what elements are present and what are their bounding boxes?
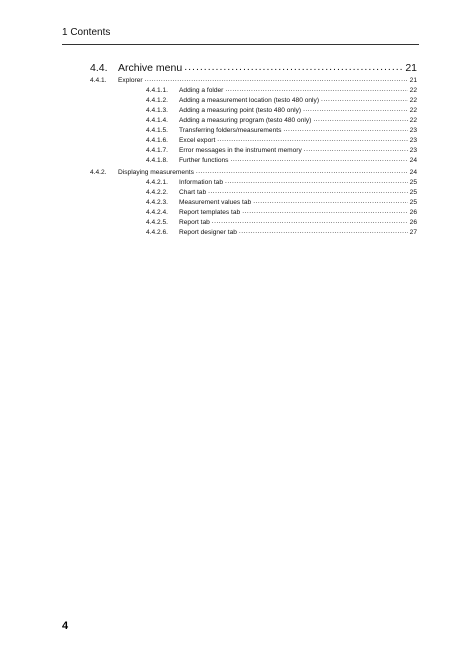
toc-entry-page: 26 bbox=[409, 219, 417, 226]
toc-entry-number: 4.4.1.2. bbox=[146, 97, 168, 104]
toc-leader-dots bbox=[321, 96, 408, 103]
toc-entry-page: 23 bbox=[409, 137, 417, 144]
toc-entry-page: 26 bbox=[409, 209, 417, 216]
toc-leader-dots bbox=[208, 188, 408, 195]
toc-entry-excel-export[interactable] bbox=[146, 137, 417, 144]
toc-entry-page: 22 bbox=[409, 117, 417, 124]
toc-entry-title: Archive menu bbox=[118, 62, 183, 74]
toc-entry-page: 21 bbox=[409, 77, 417, 84]
toc-entry-title: Adding a measuring program (testo 480 only) bbox=[179, 117, 312, 124]
toc-entry-number: 4.4.2. bbox=[90, 169, 107, 176]
toc-entry-title: Adding a measurement location (testo 480 only) bbox=[179, 97, 320, 104]
toc-entry-title: Adding a folder bbox=[179, 87, 224, 94]
toc-entry-title: Excel export bbox=[179, 137, 216, 144]
toc-entry-adding-measurement-location[interactable] bbox=[146, 97, 417, 104]
toc-entry-number: 4.4.1.7. bbox=[146, 147, 168, 154]
toc-leader-dots bbox=[230, 156, 407, 163]
toc-entry-transferring-folders[interactable] bbox=[146, 127, 417, 134]
toc-entry-measurement-values-tab[interactable] bbox=[146, 199, 417, 206]
toc-entry-page: 24 bbox=[409, 169, 417, 176]
toc-entry-number: 4.4.2.4. bbox=[146, 209, 168, 216]
toc-entry-number: 4.4.1.1. bbox=[146, 87, 168, 94]
toc-entry-report-tab[interactable] bbox=[146, 219, 417, 226]
toc-entry-number: 4.4.2.5. bbox=[146, 219, 168, 226]
toc-leader-dots bbox=[225, 86, 407, 93]
toc-entry-number: 4.4.2.3. bbox=[146, 199, 168, 206]
toc-entry-title: Report designer tab bbox=[179, 229, 237, 236]
toc-entry-number: 4.4.2.1. bbox=[146, 179, 168, 186]
toc-leader-dots bbox=[313, 116, 407, 123]
toc-entry-number: 4.4.1.3. bbox=[146, 107, 168, 114]
toc-entry-page: 24 bbox=[409, 157, 417, 164]
toc-entry-error-messages[interactable] bbox=[146, 147, 417, 154]
toc-entry-title: Displaying measurements bbox=[118, 169, 194, 176]
toc-leader-dots bbox=[303, 106, 408, 113]
toc-leader-dots bbox=[283, 126, 407, 133]
toc-entry-number: 4.4.1. bbox=[90, 77, 107, 84]
toc-leader-dots bbox=[196, 168, 408, 175]
toc-entry-title: Error messages in the instrument memory bbox=[179, 147, 302, 154]
toc-leader-dots bbox=[212, 218, 408, 225]
toc-entry-report-templates-tab[interactable] bbox=[146, 209, 417, 216]
toc-leader-dots bbox=[304, 146, 408, 153]
toc-entry-adding-folder[interactable] bbox=[146, 87, 417, 94]
toc-entry-number: 4.4.2.2. bbox=[146, 189, 168, 196]
toc-entry-number: 4.4.2.6. bbox=[146, 229, 168, 236]
toc-entry-page: 27 bbox=[409, 229, 417, 236]
toc-entry-page: 23 bbox=[409, 147, 417, 154]
toc-entry-title: Report tab bbox=[179, 219, 210, 226]
toc-entry-number: 4.4.1.4. bbox=[146, 117, 168, 124]
toc-entry-title: Measurement values tab bbox=[179, 199, 252, 206]
toc-entry-archive-menu[interactable] bbox=[90, 62, 417, 74]
toc-entry-page: 23 bbox=[409, 127, 417, 134]
toc-leader-dots bbox=[145, 76, 408, 83]
toc-entry-page: 21 bbox=[405, 62, 417, 74]
toc-entry-information-tab[interactable] bbox=[146, 179, 417, 186]
toc-entry-adding-measuring-program[interactable] bbox=[146, 117, 417, 124]
toc-entry-number: 4.4.1.6. bbox=[146, 137, 168, 144]
toc-entry-report-designer-tab[interactable] bbox=[146, 229, 417, 236]
toc-entry-title: Further functions bbox=[179, 157, 229, 164]
toc-entry-chart-tab[interactable] bbox=[146, 189, 417, 196]
toc-entry-page: 25 bbox=[409, 189, 417, 196]
toc-entry-page: 22 bbox=[409, 87, 417, 94]
toc-entry-page: 22 bbox=[409, 97, 417, 104]
page-number: 4 bbox=[62, 620, 69, 632]
toc-leader-dots bbox=[239, 228, 408, 235]
toc-entry-title: Chart tab bbox=[179, 189, 207, 196]
toc-entry-title: Report templates tab bbox=[179, 209, 241, 216]
toc-entry-number: 4.4.1.8. bbox=[146, 157, 168, 164]
toc-entry-title: Explorer bbox=[118, 77, 143, 84]
toc-entry-title: Adding a measuring point (testo 480 only) bbox=[179, 107, 302, 114]
toc-entry-title: Transferring folders/measurements bbox=[179, 127, 282, 134]
toc-entry-number: 4.4.1.5. bbox=[146, 127, 168, 134]
toc-entry-adding-measuring-point[interactable] bbox=[146, 107, 417, 114]
toc-leader-dots bbox=[225, 178, 408, 185]
toc-entry-explorer[interactable] bbox=[90, 77, 417, 84]
toc-leader-dots bbox=[253, 198, 407, 205]
toc-entry-page: 22 bbox=[409, 107, 417, 114]
toc-entry-page: 25 bbox=[409, 199, 417, 206]
toc-entry-title: Information tab bbox=[179, 179, 223, 186]
page-header: 1 Contents bbox=[62, 27, 111, 38]
toc-leader-dots bbox=[242, 208, 407, 215]
toc-leader-dots bbox=[217, 136, 407, 143]
toc-entry-further-functions[interactable] bbox=[146, 157, 417, 164]
toc-entry-number: 4.4. bbox=[90, 62, 108, 74]
toc-entry-page: 25 bbox=[409, 179, 417, 186]
toc-entry-displaying-measurements[interactable] bbox=[90, 169, 417, 176]
toc-leader-dots bbox=[184, 61, 403, 73]
